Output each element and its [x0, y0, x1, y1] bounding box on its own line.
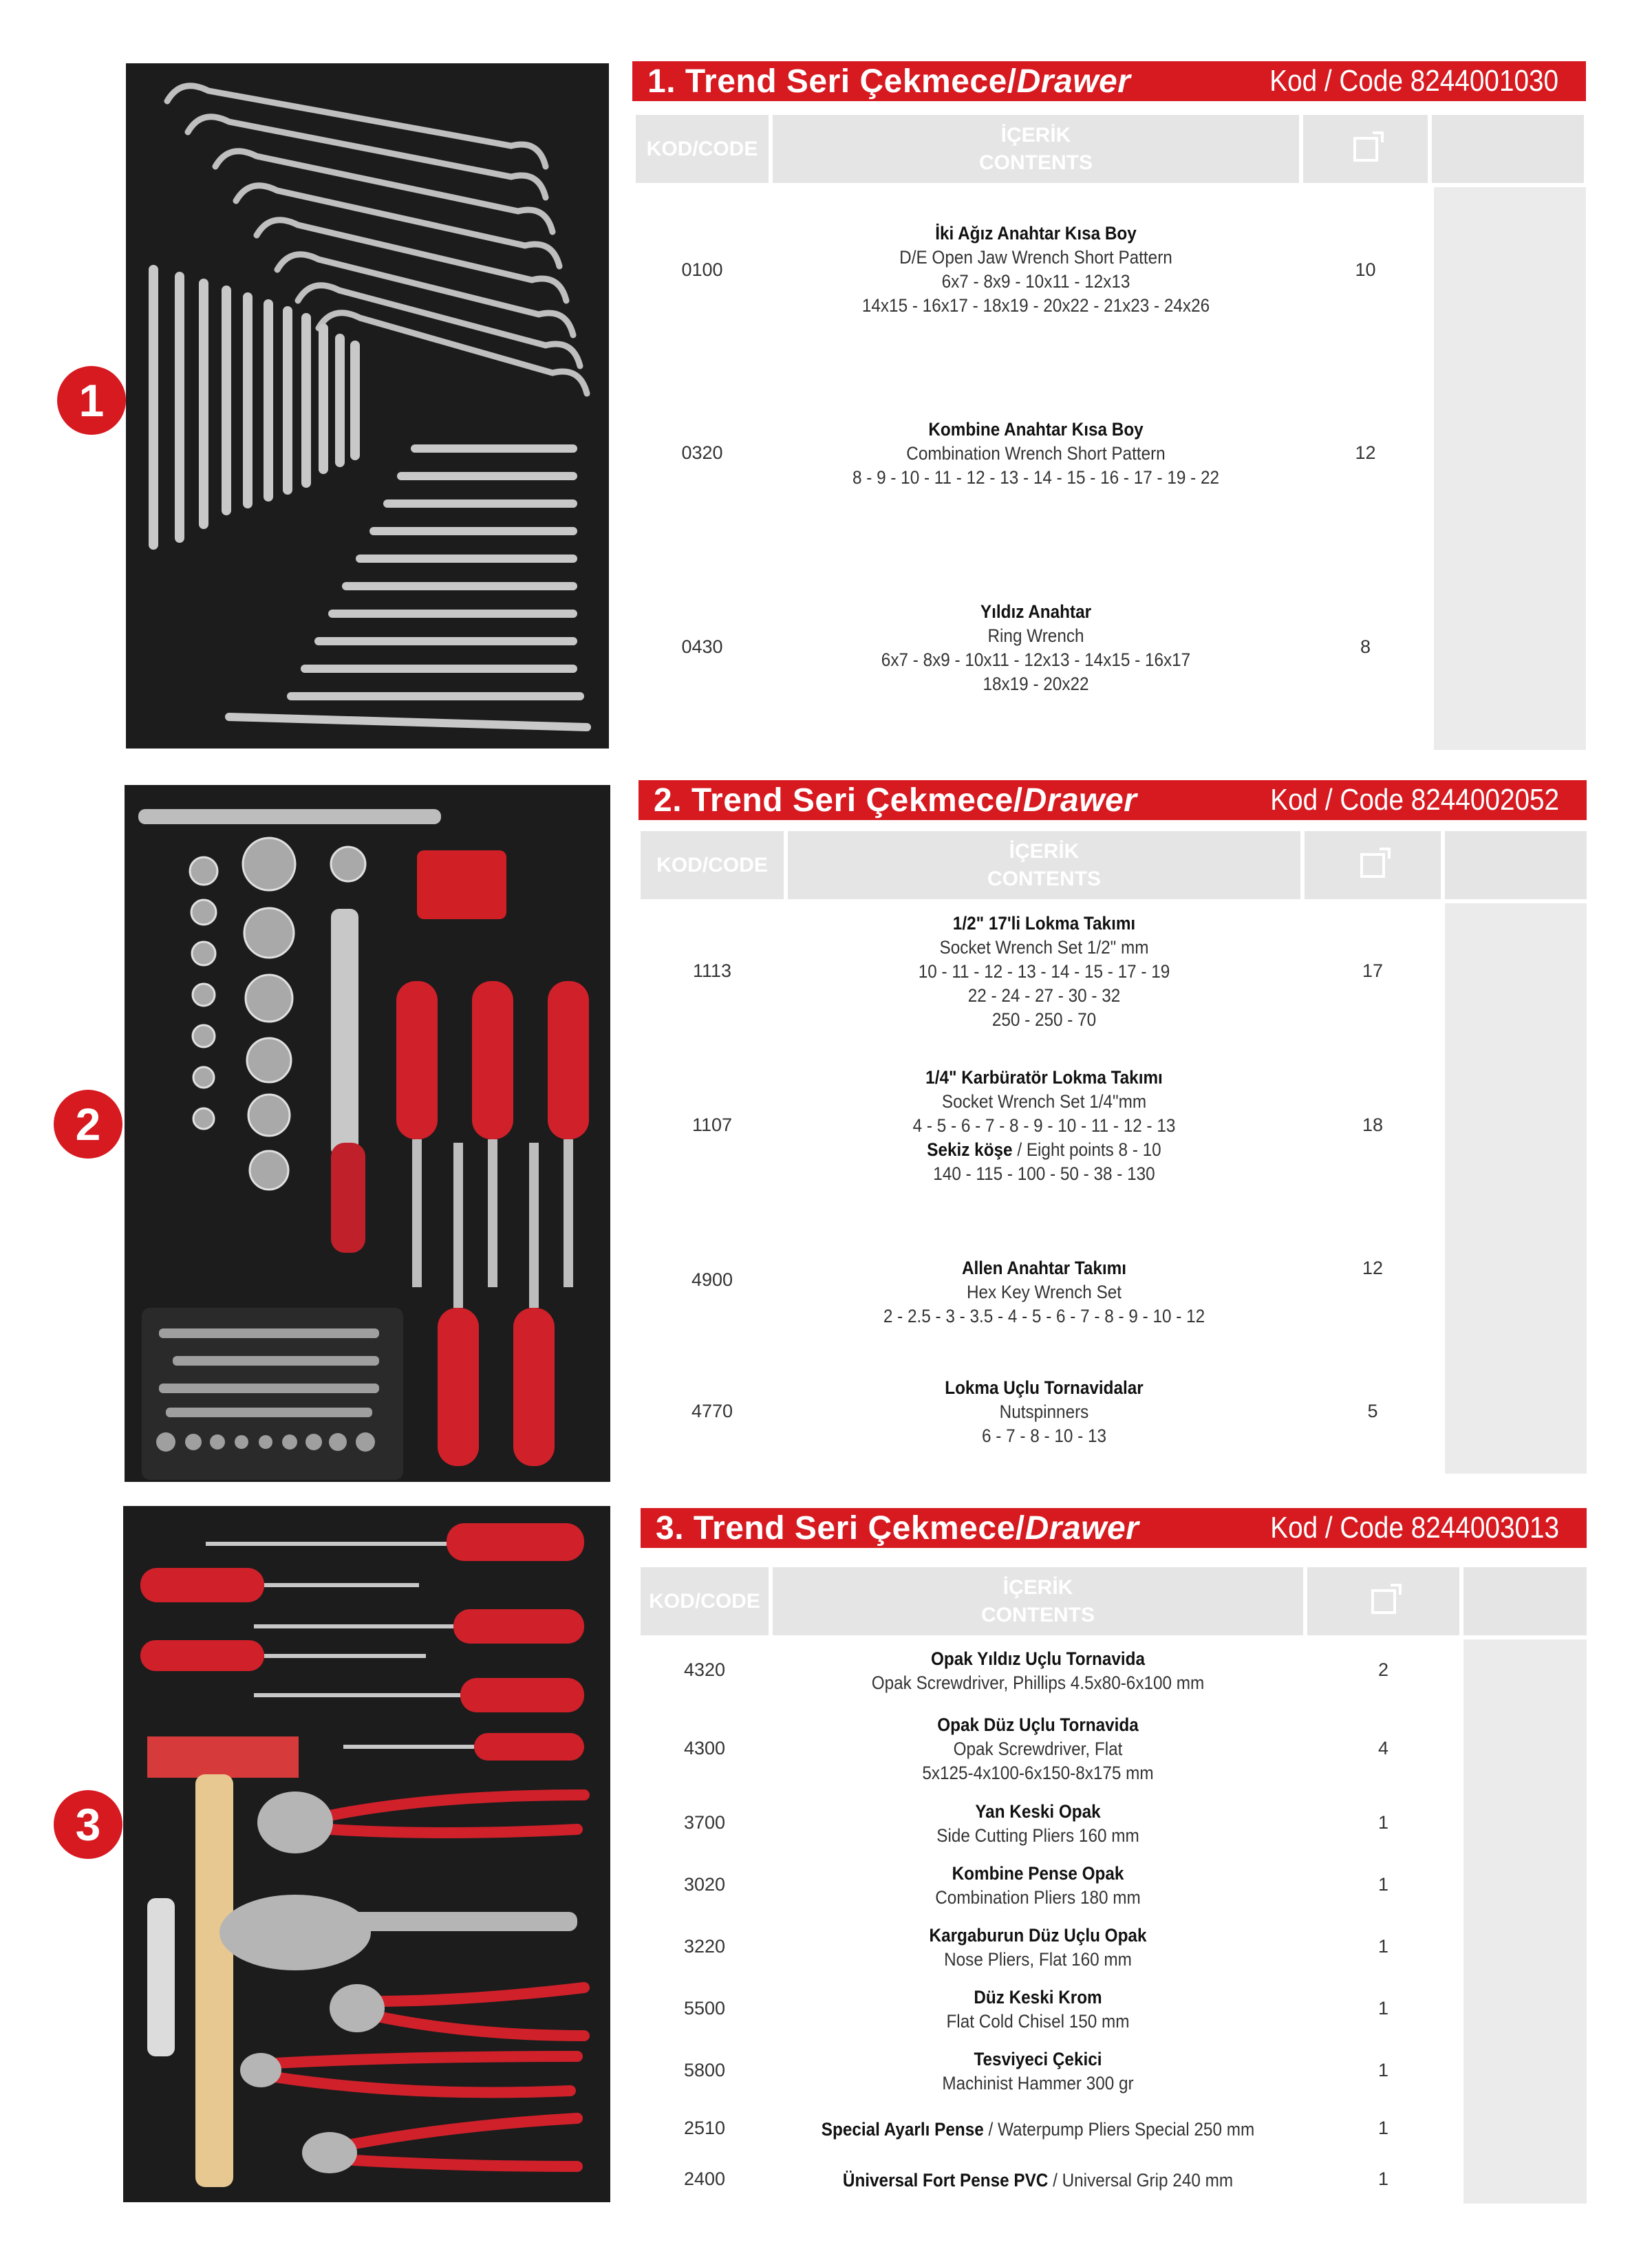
row-qty: 1	[1377, 2118, 1389, 2138]
item-line: Opak Screwdriver, Flat	[953, 1739, 1123, 1759]
section-1-header	[632, 61, 1586, 101]
row-qty: 1	[1377, 1874, 1389, 1895]
item-line: 6x7 - 8x9 - 10x11 - 12x13 - 14x15 - 16x17	[881, 649, 1191, 670]
item-name: Kombine Anahtar Kısa Boy	[928, 419, 1144, 440]
box-icon	[1371, 1589, 1396, 1614]
item-name: Yan Keski Opak	[975, 1801, 1101, 1822]
row-description	[813, 912, 1275, 1032]
table-header	[641, 1567, 1587, 1635]
item-line: 140 - 115 - 100 - 50 - 38 - 130	[933, 1163, 1155, 1184]
row-code: 5500	[683, 1998, 726, 2019]
item-line: 18x19 - 20x22	[983, 674, 1089, 694]
socket-set-image	[125, 785, 610, 1482]
section-3-title: 3. Trend Seri Çekmece/Drawer	[656, 1509, 1139, 1547]
row-qty: 12	[1355, 442, 1376, 463]
item-line: Hex Key Wrench Set	[966, 1282, 1122, 1302]
item-line: Socket Wrench Set 1/2" mm	[939, 937, 1149, 958]
contents-en-label: CONTENTS	[987, 867, 1101, 890]
item-line: 10 - 11 - 12 - 13 - 14 - 15 - 17 - 19	[918, 961, 1170, 982]
item-line: Combination Wrench Short Pattern	[906, 443, 1166, 464]
row-description	[800, 1924, 1277, 1972]
column-qty-header	[1305, 831, 1441, 899]
row-qty: 1	[1377, 1998, 1389, 2019]
section-2-table	[641, 831, 1587, 1474]
row-qty: 1	[1377, 2169, 1389, 2189]
item-line: Flat Cold Chisel 150 mm	[946, 2011, 1130, 2032]
row-code: 2400	[683, 2169, 726, 2189]
item-line: Combination Pliers 180 mm	[935, 1887, 1141, 1908]
wrench-set-image	[126, 63, 609, 749]
box-icon	[1353, 137, 1378, 162]
item-name: Lokma Uçlu Tornavidalar	[945, 1377, 1144, 1398]
column-code-header: KOD/CODE	[641, 831, 784, 899]
row-qty: 1	[1377, 1936, 1389, 1957]
item-line: Socket Wrench Set 1/4"mm	[941, 1091, 1147, 1112]
column-code-header: KOD/CODE	[636, 115, 769, 183]
column-contents-header	[773, 115, 1299, 183]
row-code: 4320	[683, 1659, 726, 1680]
item-name: Üniversal Fort Pense PVC	[842, 2170, 1049, 2191]
contents-en-label: CONTENTS	[979, 151, 1093, 174]
row-description	[813, 1256, 1275, 1328]
column-qty-header	[1303, 115, 1428, 183]
item-name: 1/4" Karbüratör Lokma Takımı	[925, 1067, 1163, 1088]
item-line: 8 - 9 - 10 - 11 - 12 - 13 - 14 - 15 - 16 - 17 - 19 - 22	[852, 467, 1220, 488]
row-qty: 17	[1362, 960, 1384, 981]
item-line: Sekiz köşe / Eight points 8 - 10	[927, 1139, 1161, 1160]
row-qty: 4	[1377, 1738, 1389, 1758]
item-line: / Universal Grip 240 mm	[1048, 2170, 1234, 2191]
item-line: 5x125-4x100-6x150-8x175 mm	[922, 1763, 1154, 1783]
row-qty: 8	[1360, 636, 1371, 657]
item-line: D/E Open Jaw Wrench Short Pattern	[899, 247, 1172, 268]
drawer-3-photo	[123, 1506, 610, 2202]
item-line: 14x15 - 16x17 - 18x19 - 20x22 - 21x23 - 24x26	[861, 295, 1210, 316]
section-1-title: 1. Trend Seri Çekmece/Drawer	[647, 63, 1131, 100]
pliers-set-image	[123, 1506, 610, 2202]
row-code: 1113	[692, 960, 732, 981]
row-qty: 2	[1377, 1659, 1389, 1680]
section-3-code: Kod / Code 8244003013	[1270, 1511, 1559, 1545]
row-code: 3700	[683, 1812, 726, 1833]
column-qty-header	[1307, 1567, 1459, 1635]
item-name: 1/2" 17'li Lokma Takımı	[952, 913, 1136, 934]
item-line: Nutspinners	[999, 1401, 1089, 1422]
column-contents-header	[773, 1567, 1303, 1635]
item-name: Düz Keski Krom	[974, 1987, 1102, 2008]
item-name: Allen Anahtar Takımı	[961, 1258, 1127, 1278]
item-line: Ring Wrench	[987, 625, 1084, 646]
row-description	[813, 1066, 1275, 1186]
item-name: Opak Yıldız Uçlu Tornavida	[930, 1648, 1146, 1669]
item-name: Opak Düz Uçlu Tornavida	[937, 1714, 1139, 1735]
row-code: 3220	[683, 1936, 726, 1957]
row-code: 3020	[683, 1874, 726, 1895]
row-qty: 1	[1377, 2060, 1389, 2080]
row-code: 1107	[691, 1115, 733, 1135]
item-line: 2 - 2.5 - 3 - 3.5 - 4 - 5 - 6 - 7 - 8 - 9 - 10 - 12	[883, 1306, 1205, 1326]
item-line: 6x7 - 8x9 - 10x11 - 12x13	[941, 271, 1130, 292]
item-name: Kombine Pense Opak	[952, 1863, 1124, 1884]
table-header	[641, 831, 1587, 899]
item-name: Kargaburun Düz Uçlu Opak	[929, 1925, 1147, 1946]
item-line: 6 - 7 - 8 - 10 - 13	[982, 1425, 1106, 1446]
row-description	[800, 1862, 1277, 1910]
row-description	[800, 1713, 1277, 1785]
item-name: Tesviyeci Çekici	[974, 2049, 1102, 2069]
row-description	[800, 2047, 1277, 2096]
item-name: İki Ağız Anahtar Kısa Boy	[935, 223, 1137, 244]
column-contents-header	[788, 831, 1300, 899]
table-header	[636, 115, 1586, 183]
item-line: Opak Screwdriver, Phillips 4.5x80-6x100 mm	[871, 1672, 1205, 1693]
section-1-table	[636, 115, 1586, 750]
item-name: Special Ayarlı Pense	[821, 2119, 984, 2140]
row-qty: 1	[1377, 1812, 1389, 1833]
section-3-badge: 3	[54, 1790, 122, 1859]
section-1-badge: 1	[57, 366, 126, 435]
item-line: 250 - 250 - 70	[991, 1009, 1097, 1030]
box-icon	[1360, 853, 1385, 878]
row-description	[800, 1647, 1277, 1695]
row-description	[799, 418, 1273, 490]
extra-column-bg	[1434, 187, 1586, 750]
contents-tr-label: İÇERİK	[1000, 123, 1071, 147]
row-code: 0100	[681, 259, 723, 280]
row-qty: 12	[1362, 1258, 1384, 1278]
item-line: 4 - 5 - 6 - 7 - 8 - 9 - 10 - 11 - 12 - 13	[912, 1115, 1176, 1136]
row-code: 0320	[681, 442, 723, 463]
column-extra-header	[1463, 1567, 1587, 1635]
drawer-1-photo	[126, 63, 609, 749]
row-code: 4300	[683, 1738, 726, 1758]
section-2-title: 2. Trend Seri Çekmece/Drawer	[654, 782, 1137, 819]
row-description	[799, 600, 1273, 696]
item-line: Machinist Hammer 300 gr	[942, 2073, 1134, 2094]
section-1-code: Kod / Code 8244001030	[1269, 64, 1558, 98]
column-extra-header	[1445, 831, 1587, 899]
item-name: Yıldız Anahtar	[980, 601, 1092, 622]
extra-column-bg	[1445, 903, 1587, 1474]
row-description	[800, 1986, 1277, 2034]
column-code-header: KOD/CODE	[641, 1567, 769, 1635]
contents-tr-label: İÇERİK	[1002, 1575, 1073, 1599]
row-code: 0430	[681, 636, 723, 657]
contents-tr-label: İÇERİK	[1009, 839, 1080, 863]
row-description	[813, 1376, 1275, 1448]
contents-en-label: CONTENTS	[981, 1603, 1095, 1626]
section-3-table	[641, 1567, 1587, 2204]
row-qty: 10	[1355, 259, 1376, 280]
row-description	[800, 1800, 1277, 1848]
row-code: 4770	[691, 1401, 733, 1421]
item-line: / Waterpump Pliers Special 250 mm	[983, 2119, 1255, 2140]
section-2-badge: 2	[54, 1090, 122, 1159]
row-code: 5800	[683, 2060, 726, 2080]
section-3-header	[641, 1508, 1587, 1548]
item-line: Side Cutting Pliers 160 mm	[936, 1825, 1139, 1846]
row-code: 2510	[683, 2118, 726, 2138]
item-line: Nose Pliers, Flat 160 mm	[944, 1949, 1132, 1970]
row-description	[800, 2118, 1277, 2142]
extra-column-bg	[1463, 1639, 1587, 2204]
column-extra-header	[1432, 115, 1584, 183]
item-line: 22 - 24 - 27 - 30 - 32	[967, 985, 1121, 1006]
section-2-code: Kod / Code 8244002052	[1270, 783, 1559, 817]
section-2-header	[639, 780, 1587, 820]
row-code: 4900	[691, 1269, 733, 1290]
row-description	[800, 2169, 1277, 2193]
row-description	[799, 222, 1273, 318]
drawer-2-photo	[125, 785, 610, 1482]
row-qty: 5	[1367, 1401, 1378, 1421]
row-qty: 18	[1362, 1115, 1384, 1135]
